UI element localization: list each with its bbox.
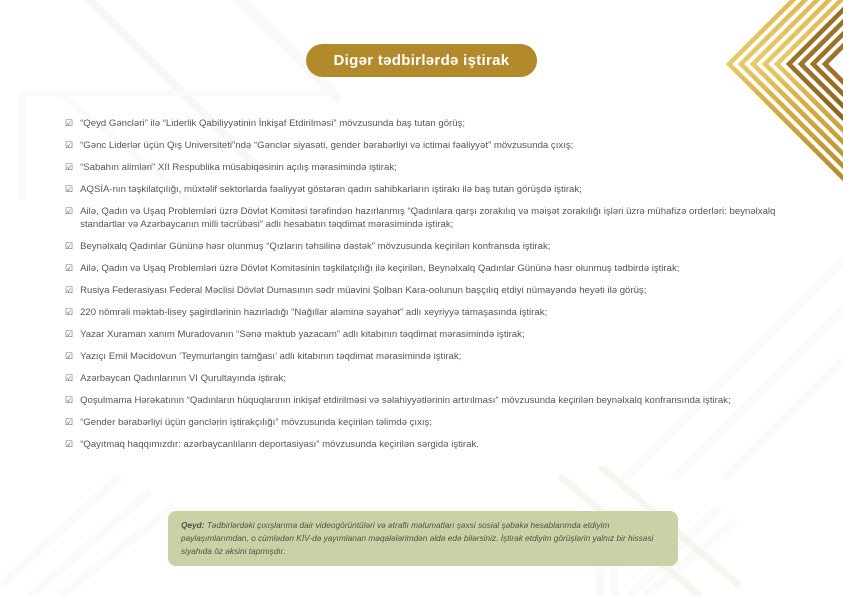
note-box bbox=[168, 511, 678, 566]
list-item bbox=[65, 350, 813, 363]
list-item bbox=[65, 183, 813, 196]
checkbox-checked-icon: ☑ bbox=[65, 373, 74, 383]
list-item bbox=[65, 284, 813, 297]
list-item-text: “Qayıtmaq haqqımızdır: azərbaycanlıların deportasiyası” mövzusunda keçirilən sərgidə iştirak. bbox=[80, 439, 479, 450]
event-list bbox=[65, 117, 813, 460]
checkbox-checked-icon: ☑ bbox=[65, 206, 74, 216]
list-item bbox=[65, 161, 813, 174]
checkbox-checked-icon: ☑ bbox=[65, 329, 74, 339]
list-item-text: Beynəlxalq Qadınlar Gününə həsr olunmuş “Qızların təhsilinə dəstək” mövzusunda keçirilən konfransda iştirak; bbox=[80, 241, 551, 252]
list-item-text: “Gənc Liderlər üçün Qış Universiteti”ndə “Gənclər siyasəti, gender bərabərliyi və ictimai fəaliyyət” mövzusunda çıxış; bbox=[80, 140, 574, 151]
list-item-text: “Gender bərabərliyi üçün gənclərin iştirakçılığı” mövzusunda keçirilən təlimdə çıxış; bbox=[80, 417, 432, 428]
list-item-text: Yazıçı Emil Məcidovun ‘Teymurləngin tamğası’ adlı kitabının təqdimat mərasimində iştirak; bbox=[80, 351, 462, 362]
checkbox-checked-icon: ☑ bbox=[65, 285, 74, 295]
list-item bbox=[65, 205, 813, 231]
list-item bbox=[65, 394, 813, 407]
checkbox-checked-icon: ☑ bbox=[65, 162, 74, 172]
list-item bbox=[65, 117, 813, 130]
checkbox-checked-icon: ☑ bbox=[65, 307, 74, 317]
checkbox-checked-icon: ☑ bbox=[65, 140, 74, 150]
list-item-text: Yazar Xuraman xanım Muradovanın “Sənə məktub yazacam” adlı kitabının təqdimat mərasimində iştirak; bbox=[80, 329, 525, 340]
list-item bbox=[65, 240, 813, 253]
checkbox-checked-icon: ☑ bbox=[65, 417, 74, 427]
title-badge bbox=[306, 44, 538, 77]
list-item bbox=[65, 438, 813, 451]
list-item-text: Azərbaycan Qadınlarının VI Qurultayında iştirak; bbox=[80, 373, 286, 384]
list-item bbox=[65, 262, 813, 275]
list-item bbox=[65, 306, 813, 319]
list-item-text: Ailə, Qadın və Uşaq Problemləri üzrə Dövlət Komitəsi tərəfindən hazırlanmış “Qadınlara qarşı zorakılıq və məişət zorakılığı işləri üzrə mühafizə orderləri: beynəlxalq standartlar və Azərbaycanın milli təcrübəsi” adlı hesabatın təqdimat mərasimində iştirak; bbox=[80, 206, 776, 230]
note-text: Tədbirlərdəki çıxışlarıma dair videogörüntüləri və ətraflı məlumatları şəxsi sosial şəbəkə hesablarımda etdiyim paylaşımlarımdan, o cümlədən KİV-də yayımlanan məqalələrimdən əldə edə bilərsiniz. İştirak etdiyim görüşlərin yalnız bir hissəsi siyahıda öz əksini tapmışdır. bbox=[181, 520, 654, 556]
list-item bbox=[65, 328, 813, 341]
list-item-text: Ailə, Qadın və Uşaq Problemləri üzrə Dövlət Komitəsinin təşkilatçılığı ilə keçirilən, Beynəlxalq Qadınlar Gününə həsr olunmuş tədbirdə iştirak; bbox=[80, 263, 680, 274]
note-label: Qeyd: bbox=[181, 520, 205, 530]
list-item bbox=[65, 372, 813, 385]
checkbox-checked-icon: ☑ bbox=[65, 184, 74, 194]
list-item-text: “Qeyd Gəncləri” ilə “Liderlik Qabiliyyətinin İnkişaf Etdirilməsi” mövzusunda baş tutan görüş; bbox=[80, 118, 466, 129]
list-item-text: Qoşulmama Hərəkatının “Qadınların hüquqlarının inkişaf etdirilməsi və səlahiyyətlərinin artırılması” mövzusunda keçirilən beynəlxalq konfransında iştirak; bbox=[80, 395, 731, 406]
checkbox-checked-icon: ☑ bbox=[65, 118, 74, 128]
list-item-text: 220 nömrəli məktəb-lisey şagirdlərinin hazırladığı “Nağıllar aləminə səyahət” adlı xeyriyyə tamaşasında iştirak; bbox=[80, 307, 548, 318]
list-item bbox=[65, 139, 813, 152]
checkbox-checked-icon: ☑ bbox=[65, 241, 74, 251]
checkbox-checked-icon: ☑ bbox=[65, 351, 74, 361]
list-item-text: Rusiya Federasiyası Federal Məclisi Dövlət Dumasının sədr müavini Şolban Kara-oolunun başçılıq etdiyi nümayəndə heyəti ilə görüş; bbox=[80, 285, 647, 296]
checkbox-checked-icon: ☑ bbox=[65, 439, 74, 449]
page-title: Digər tədbirlərdə iştirak bbox=[333, 52, 510, 69]
checkbox-checked-icon: ☑ bbox=[65, 263, 74, 273]
checkbox-checked-icon: ☑ bbox=[65, 395, 74, 405]
list-item-text: “Sabahın alimləri” XII Respublika müsabiqəsinin açılış mərasimində iştirak; bbox=[80, 162, 397, 173]
list-item-text: AQSİA-nın təşkilatçılığı, müxtəlif sektorlarda fəaliyyət göstərən qadın sahibkarların iştirakı ilə baş tutan görüşdə iştirak; bbox=[80, 184, 582, 195]
list-item bbox=[65, 416, 813, 429]
